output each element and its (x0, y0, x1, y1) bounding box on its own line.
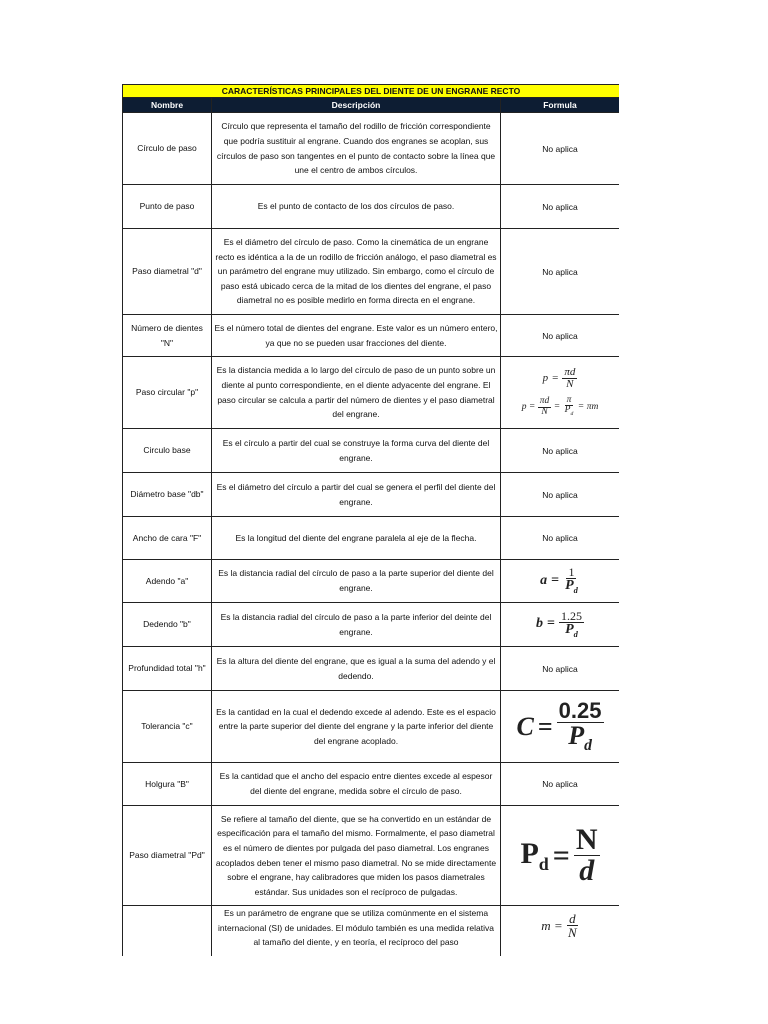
formula-symbol: a (540, 572, 548, 588)
row-name: Círculo de paso (123, 113, 212, 185)
row-description: Círculo que representa el tamaño del rodillo de fricción correspondiente que podría sustituir al engrane. Cuando dos engranes se acoplan, sus círculos de paso son tangentes en el punto de contacto sobre la línea que une el centro de ambos círculos. (212, 113, 501, 185)
clearance-formula (501, 691, 620, 763)
spreadsheet-area (122, 84, 619, 956)
table-row (123, 906, 620, 957)
gear-characteristics-table (122, 84, 619, 956)
formula-symbol: b (536, 616, 543, 632)
header-description: Descripción (212, 98, 501, 113)
formula-denominator: $P_d$ (565, 578, 578, 596)
table-row (123, 113, 620, 185)
row-name: Adendo "a" (123, 560, 212, 603)
formula-fraction (563, 566, 580, 595)
table-title: CARACTERÍSTICAS PRINCIPALES DEL DIENTE DE UN ENGRANE RECTO (123, 85, 620, 98)
row-formula: No aplica (501, 113, 620, 185)
formula-numerator: d (569, 911, 576, 926)
formula-numerator: 1 (568, 565, 575, 580)
row-formula: No aplica (501, 647, 620, 691)
row-name: Diámetro base "db" (123, 473, 212, 517)
row-description: Es el diámetro del círculo de paso. Como la cinemática de un engrane recto es idéntica a la de un rodillo de fricción análogo, el paso diametral es un parámetro del engrane muy utilizado. Sin embargo, como el círculo de paso está ubicado cerca de la mitad de los dientes del engrane, el paso diametral no es posible medirlo en forma directa en el engrane. (212, 229, 501, 315)
table-row (123, 185, 620, 229)
header-name: Nombre (123, 98, 212, 113)
formula-operator: = (547, 616, 555, 632)
formula-operator: = (554, 917, 563, 933)
formula-numerator: 1.25 (560, 608, 582, 623)
formula-expression (522, 396, 599, 418)
row-name: Tolerancia "c" (123, 691, 212, 763)
formula-denominator: N (566, 377, 574, 390)
row-description: Es el círculo a partir del cual se construye la forma curva del diente del engrane. (212, 429, 501, 473)
formula-fraction (557, 697, 604, 754)
table-row (123, 357, 620, 429)
formula-symbol: πm (586, 402, 599, 412)
row-description: Es el número total de dientes del engrane. Este valor es un número entero, ya que no se pueden usar fracciones del diente. (212, 315, 501, 357)
row-description: Es el diámetro del círculo a partir del cual se genera el perfil del diente del engrane. (212, 473, 501, 517)
row-description: Es la cantidad que el ancho del espacio entre dientes excede al espesor del diente del engrane, medida sobre el círculo de paso. (212, 763, 501, 806)
formula-numerator: πd (564, 365, 576, 378)
formula-operator: = (529, 402, 535, 412)
formula-expression (540, 566, 580, 595)
row-formula: No aplica (501, 185, 620, 229)
formula-fraction (566, 912, 579, 939)
table-row (123, 647, 620, 691)
formula-symbol: p (521, 402, 527, 412)
formula-symbol: C (516, 711, 534, 741)
formula-denominator: $P_d$ (568, 720, 592, 754)
row-description: Es la altura del diente del engrane, que es igual a la suma del adendo y el dedendo. (212, 647, 501, 691)
formula-fraction (574, 825, 600, 886)
formula-numerator: N (575, 823, 598, 856)
dedendum-formula (501, 603, 620, 647)
circular-pitch-formula (501, 357, 620, 429)
table-row (123, 517, 620, 560)
row-formula: No aplica (501, 315, 620, 357)
row-name: Dedendo "b" (123, 603, 212, 647)
row-formula: No aplica (501, 763, 620, 806)
table-row (123, 603, 620, 647)
row-description: Es el punto de contacto de los dos círculos de paso. (212, 185, 501, 229)
formula-denominator: $P_d$ (564, 405, 574, 418)
diametral-pitch-formula (501, 806, 620, 906)
row-formula: No aplica (501, 473, 620, 517)
table-row (123, 229, 620, 315)
row-description: Es la longitud del diente del engrane paralela al eje de la flecha. (212, 517, 501, 560)
formula-operator: = (554, 402, 560, 412)
row-name: Holgura "B" (123, 763, 212, 806)
formula-numerator: πd (539, 396, 550, 406)
formula-fraction (563, 396, 576, 418)
table-row (123, 806, 620, 906)
row-formula: No aplica (501, 517, 620, 560)
table-row (123, 473, 620, 517)
formula-operator: = (537, 711, 553, 741)
formula-denominator: d (579, 854, 595, 887)
formula-symbol: m (541, 917, 551, 933)
table-row (123, 315, 620, 357)
table-row (123, 763, 620, 806)
row-description: Es la distancia radial del círculo de paso a la parte superior del diente del engrane. (212, 560, 501, 603)
formula-fraction (562, 367, 577, 390)
row-description: Es la distancia radial del círculo de paso a la parte inferior del deinte del engrane. (212, 603, 501, 647)
row-formula: No aplica (501, 229, 620, 315)
row-description: Es la cantidad en la cual el dedendo excede al adendo. Este es el espacio entre la parte superior del diente del engrane y la parte inferior del diente del engrane acoplado. (212, 691, 501, 763)
formula-numerator: π (566, 394, 572, 405)
row-name: Número de dientes "N" (123, 315, 212, 357)
row-name: Profundidad total "h" (123, 647, 212, 691)
module-formula (501, 906, 620, 957)
row-description: Se refiere al tamaño del diente, que se ha convertido en un estándar de especificación para el tamaño del mismo. Formalmente, el paso diametral es el número de dientes por pulgada del paso diametral. Los engranes acoplados deben tener el mismo paso diametral. No se mide directamente sobre el engrane, hay calibradores que miden los pasos diametrales estándar. Sus unidades son el recíproco de pulgadas. (212, 806, 501, 906)
header-row (123, 98, 620, 113)
formula-fraction (538, 397, 552, 417)
row-name (123, 906, 212, 957)
formula-expression (543, 367, 578, 390)
formula-expression (520, 825, 599, 886)
row-name: Paso diametral "Pd" (123, 806, 212, 906)
formula-operator: = (551, 572, 560, 588)
formula-numerator: 0.25 (558, 697, 602, 723)
formula-denominator: N (568, 925, 577, 940)
row-name: Paso diametral "d" (123, 229, 212, 315)
table-row (123, 691, 620, 763)
formula-fraction (559, 610, 584, 639)
formula-denominator: N (541, 406, 548, 417)
formula-operator: = (552, 372, 559, 385)
formula-operator: = (552, 838, 570, 872)
table-row (123, 560, 620, 603)
formula-symbol: $P_d$ (520, 836, 549, 874)
row-description: Es la distancia medida a lo largo del círculo de paso de un punto sobre un diente al punto correspondiente, en el diente adyacente del engrane. El paso circular se calcula a partir del número de dientes y el paso diametral del engrane. (212, 357, 501, 429)
table-row (123, 429, 620, 473)
formula-expression (536, 610, 584, 639)
formula-denominator: $P_d$ (565, 621, 578, 639)
formula-expression (541, 912, 578, 939)
formula-operator: = (578, 402, 584, 412)
row-name: Ancho de cara "F" (123, 517, 212, 560)
row-description: Es un parámetro de engrane que se utiliza comúnmente en el sistema internacional (SI) de unidades. El módulo también es una medida relativa al tamaño del diente, y en teoría, el recíproco del paso (212, 906, 501, 957)
addendum-formula (501, 560, 620, 603)
row-name: Paso circular "p" (123, 357, 212, 429)
header-formula: Formula (501, 98, 620, 113)
row-formula: No aplica (501, 429, 620, 473)
formula-symbol: p (542, 372, 549, 385)
row-name: Punto de paso (123, 185, 212, 229)
formula-expression (516, 697, 604, 754)
row-name: Circulo base (123, 429, 212, 473)
